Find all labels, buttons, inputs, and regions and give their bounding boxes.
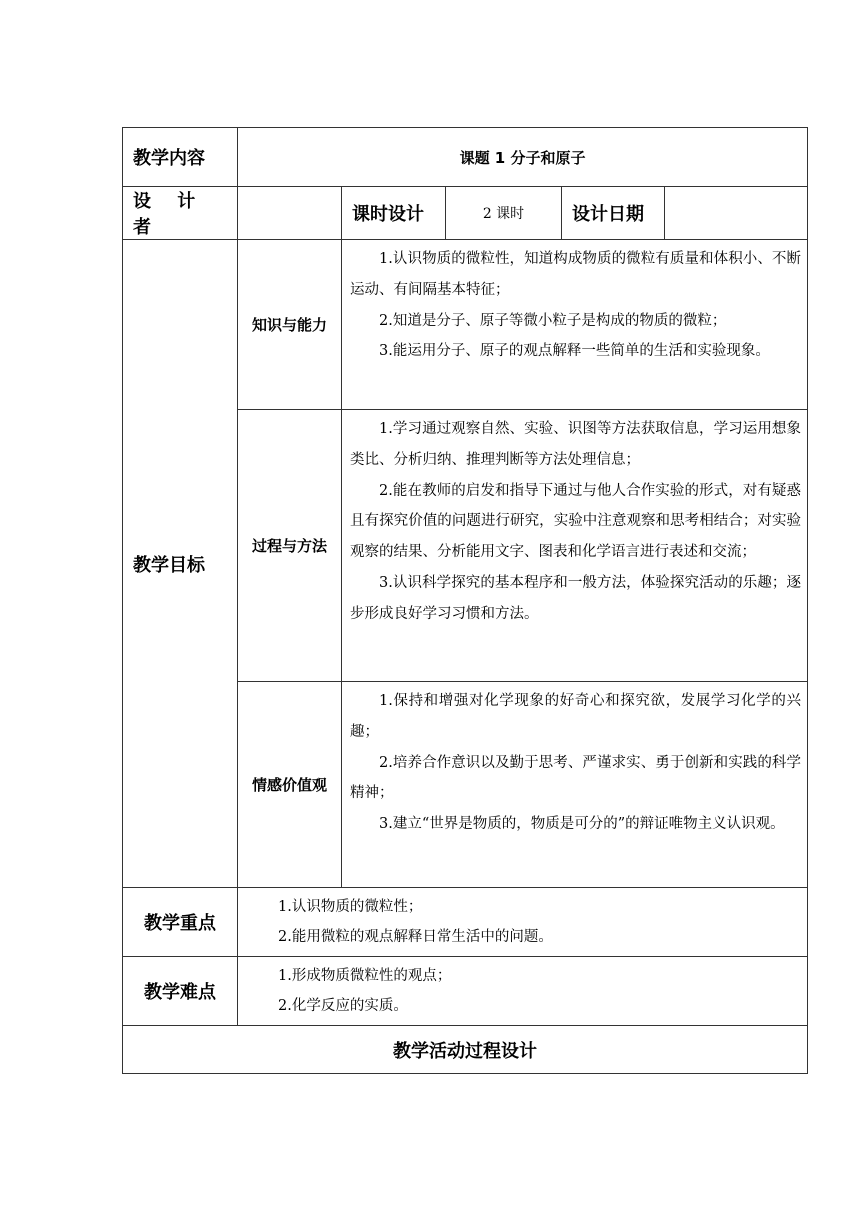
date-label: 设计日期 [562, 187, 665, 240]
goal-item: 2.培养合作意识以及勤于思考、严谨求实、勇于创新和实践的科学精神； [350, 754, 802, 802]
goal-section-label: 知识与能力 [238, 240, 342, 410]
activity-design-title: 教学活动过程设计 [123, 1026, 808, 1074]
difficulties-text [238, 957, 808, 1026]
goal-item: 3.建立“世界是物质的，物质是可分的”的辩证唯物主义认识观。 [379, 816, 785, 833]
difficulties-label: 教学难点 [123, 957, 238, 1026]
goal-item: 3.能运用分子、原子的观点解释一些简单的生活和实验现象。 [379, 343, 770, 360]
goal-section-label: 过程与方法 [238, 410, 342, 682]
designer-value [238, 187, 342, 240]
key-points-label: 教学重点 [123, 888, 238, 957]
goal-item: 1.认识物质的微粒性，知道构成物质的微粒有质量和体积小、不断运动、有间隔基本特征； [350, 251, 802, 298]
goal-item: 3.认识科学探究的基本程序和一般方法，体验探究活动的乐趣；逐步形成良好学习习惯和方法。 [350, 574, 802, 622]
period-label: 课时设计 [342, 187, 446, 240]
goal-item: 2.能在教师的启发和指导下通过与他人合作实验的形式，对有疑惑且有探究价值的问题进行研究，实验中注意观察和思考相结合；对实验观察的结果、分析能用文字、图表和化学语言进行表述和交流； [350, 482, 802, 561]
difficulties-row [123, 957, 808, 1026]
lesson-title: 课题 1 分子和原子 [238, 128, 808, 187]
goal-section-text [342, 682, 808, 888]
key-points-text [238, 888, 808, 957]
goal-section-label: 情感价值观 [238, 682, 342, 888]
content-row [123, 128, 808, 187]
list-item: 1.认识物质的微粒性； [278, 899, 423, 915]
goal-item: 2.知道是分子、原子等微小粒子是构成的物质的微粒； [379, 312, 727, 329]
content-label: 教学内容 [123, 128, 238, 187]
list-item: 1.形成物质微粒性的观点； [278, 968, 452, 984]
goal-row-knowledge [123, 240, 808, 410]
list-item: 2.化学反应的实质。 [278, 998, 408, 1014]
list-item: 2.能用微粒的观点解释日常生活中的问题。 [278, 929, 553, 945]
goal-item: 1.学习通过观察自然、实验、识图等方法获取信息，学习运用想象类比、分析归纳、推理判断等方法处理信息； [350, 421, 802, 468]
period-value: 2 课时 [446, 187, 562, 240]
footer-row [123, 1026, 808, 1074]
designer-label-text: 设 计 者 [133, 191, 206, 238]
designer-label [123, 187, 238, 240]
key-points-row [123, 888, 808, 957]
designer-row [123, 187, 808, 240]
lesson-plan-table [122, 127, 808, 1074]
goals-label: 教学目标 [123, 240, 238, 888]
date-value [665, 187, 808, 240]
goal-item: 1.保持和增强对化学现象的好奇心和探究欲，发展学习化学的兴趣； [350, 693, 802, 740]
goal-section-text [342, 410, 808, 682]
goal-section-text [342, 240, 808, 410]
